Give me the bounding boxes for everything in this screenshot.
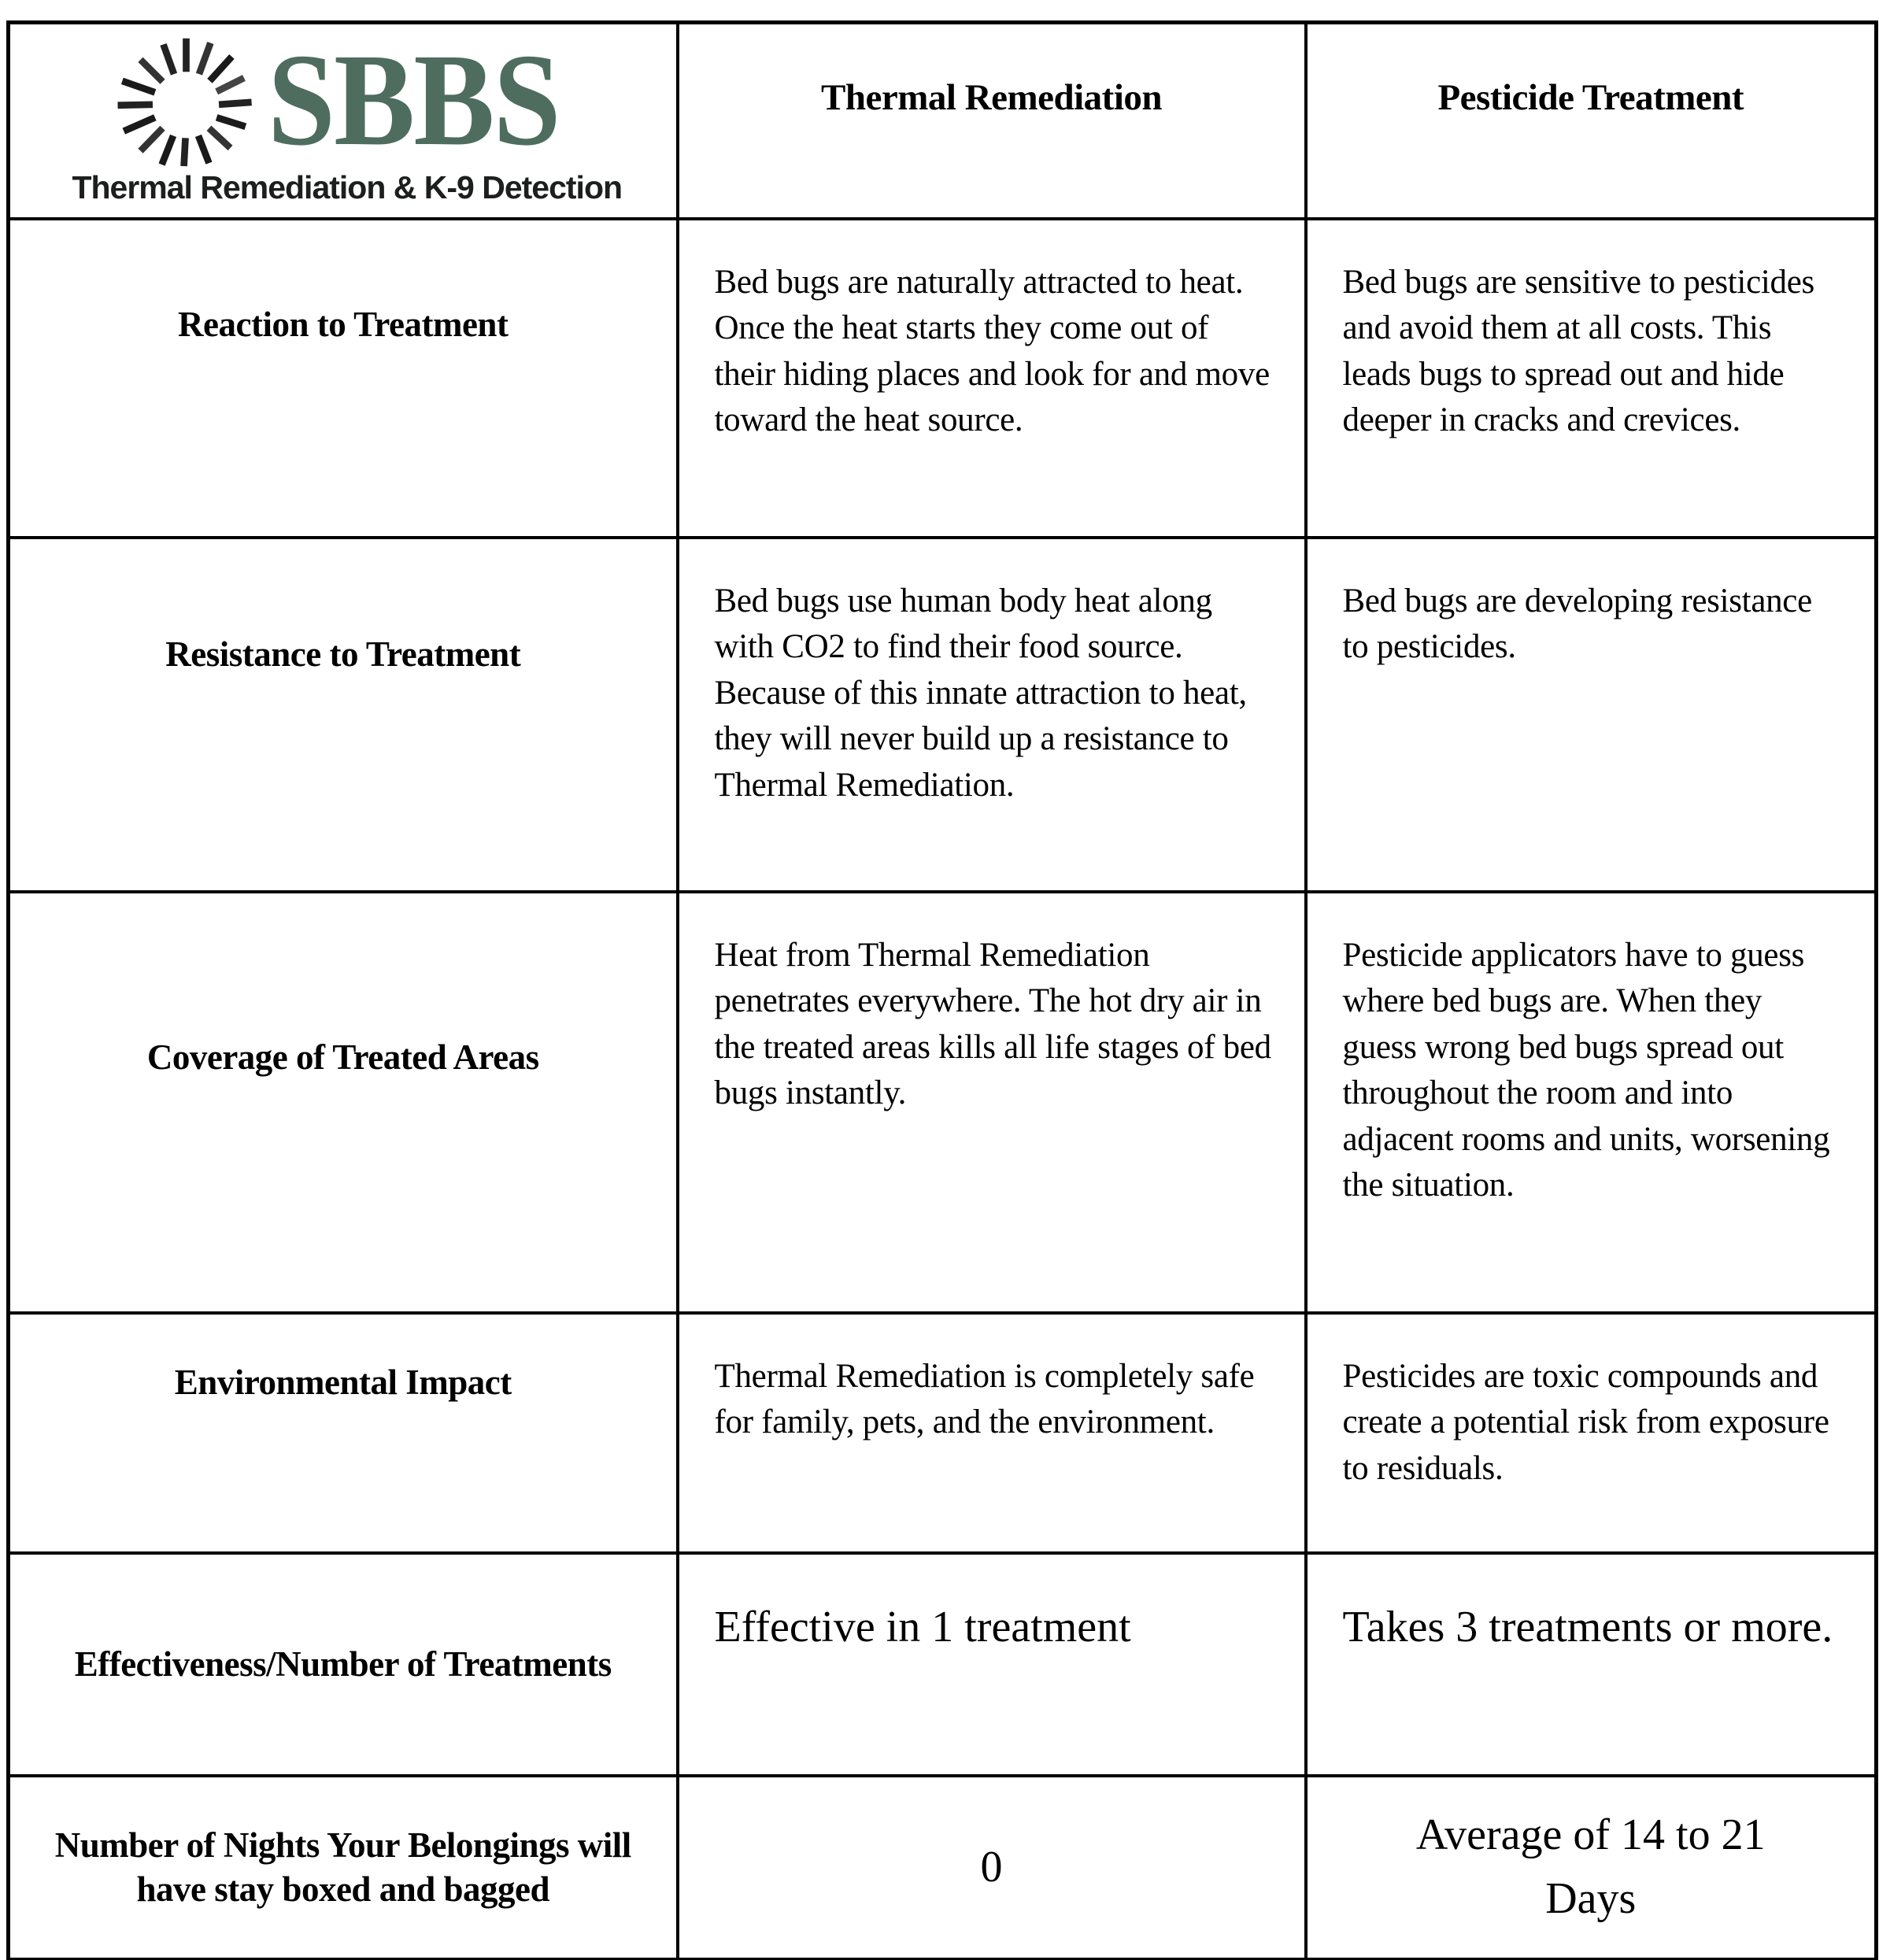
- pesticide-value-coverage: Pesticide applicators have to guess where bed bugs are. When they guess wrong bed bugs spread out throughout the room and into adjacent rooms and units, worsening the situation.: [1306, 892, 1877, 1313]
- comparison-table: [6, 20, 1878, 1960]
- pesticide-value-reaction: Bed bugs are sensitive to pesticides and avoid them at all costs. This leads bugs to spread out and hide deeper in cracks and crevices.: [1306, 219, 1877, 538]
- table-row: [9, 219, 1877, 538]
- row-label-environmental-impact: Environmental Impact: [9, 1313, 678, 1553]
- thermal-value-environmental: Thermal Remediation is completely safe for family, pets, and the environment.: [678, 1313, 1306, 1553]
- thermal-value-resistance: Bed bugs use human body heat along with CO2 to find their food source. Because of this innate attraction to heat, they will never build up a resistance to Thermal Remediation.: [678, 538, 1306, 892]
- row-label-reaction-to-treatment: Reaction to Treatment: [9, 219, 678, 538]
- logo-acronym: SBBS: [267, 27, 560, 173]
- logo-cell: [9, 23, 678, 220]
- thermal-value-reaction: Bed bugs are naturally attracted to heat. Once the heat starts they come out of their hiding places and look for and move toward the heat source.: [678, 219, 1306, 538]
- pesticide-value-resistance: Bed bugs are developing resistance to pesticides.: [1306, 538, 1877, 892]
- pesticide-value-environmental: Pesticides are toxic compounds and create a potential risk from exposure to residuals.: [1306, 1313, 1877, 1553]
- table-row: [9, 1313, 1877, 1553]
- thermal-value-coverage: Heat from Thermal Remediation penetrates everywhere. The hot dry air in the treated areas kills all life stages of bed bugs instantly.: [678, 892, 1306, 1313]
- logo-tagline: Thermal Remediation & K-9 Detection: [72, 169, 623, 205]
- table-row: [9, 1776, 1877, 1959]
- sbbs-logo: [34, 27, 660, 206]
- starburst-icon: [109, 32, 263, 168]
- column-header-pesticide: Pesticide Treatment: [1306, 23, 1877, 220]
- table-row: [9, 892, 1877, 1313]
- thermal-value-nights: 0: [678, 1776, 1306, 1959]
- pesticide-value-effectiveness: Takes 3 treatments or more.: [1306, 1553, 1877, 1776]
- pesticide-value-nights: [1306, 1776, 1877, 1959]
- header-row: [9, 23, 1877, 220]
- pesticide-nights-text: Average of 14 to 21 Days: [1415, 1810, 1766, 1924]
- row-label-effectiveness: Effectiveness/Number of Treatments: [9, 1553, 678, 1776]
- row-label-nights-boxed-bagged: Number of Nights Your Belongings will have stay boxed and bagged: [9, 1776, 678, 1959]
- column-header-thermal: Thermal Remediation: [678, 23, 1306, 220]
- row-label-coverage-of-treated-areas: Coverage of Treated Areas: [9, 892, 678, 1313]
- thermal-value-effectiveness: Effective in 1 treatment: [678, 1553, 1306, 1776]
- table-row: [9, 1553, 1877, 1776]
- table-row: [9, 538, 1877, 892]
- row-label-resistance-to-treatment: Resistance to Treatment: [9, 538, 678, 892]
